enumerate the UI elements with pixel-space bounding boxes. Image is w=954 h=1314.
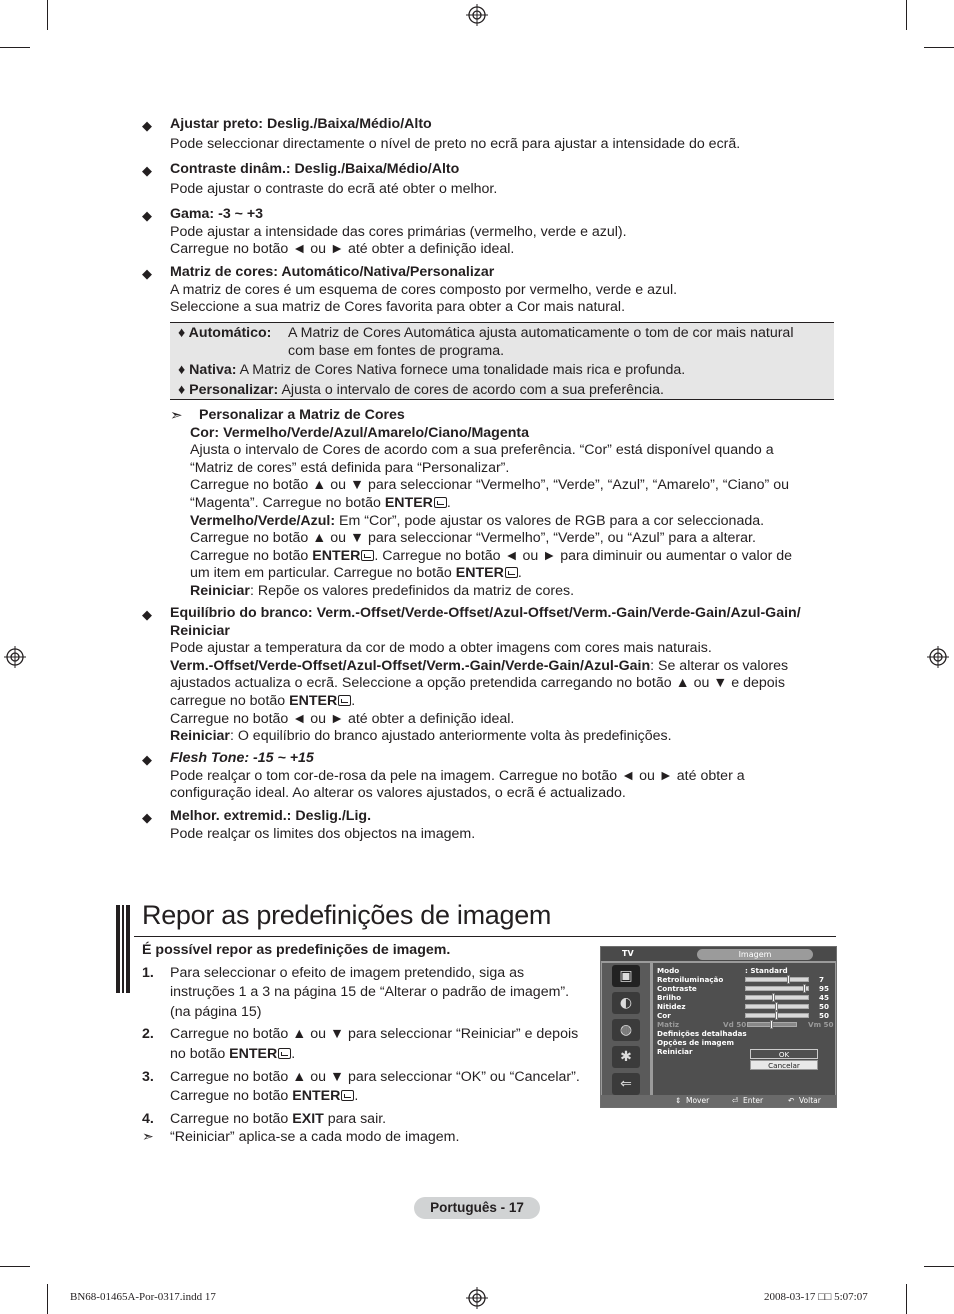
section-key: Verm.-Offset/Verde-Offset/Azul-Offset/Verm.-Gain/Verde-Gain/Azul-Gain: [170, 657, 651, 674]
section-text: .: [351, 692, 356, 709]
tint-thumb: [770, 1020, 773, 1029]
tv-menu-footer: [601, 1095, 836, 1107]
crop-mark: [0, 47, 30, 48]
brightness-thumb: [772, 993, 775, 1002]
tv-menu-sidebar: [602, 963, 650, 1099]
backlight-thumb: [787, 975, 790, 984]
contrast-bar: [745, 986, 809, 991]
color-thumb: [775, 1011, 778, 1020]
section-text: A matriz de cores é um esquema de cores composto por vermelho, verde e azul.: [170, 281, 678, 298]
enter-key: ENTER: [455, 565, 504, 582]
note-text: Ajusta o intervalo de Cores de acordo com a sua preferência. “Cor” está disponível quando a: [190, 442, 774, 459]
step-text: “Reiniciar” aplica-se a cada modo de imagem.: [170, 1129, 460, 1146]
registration-mark-icon: [4, 646, 26, 668]
option-custom: [178, 382, 834, 400]
section-heading: Equilíbrio do branco: Verm.-Offset/Verde-Offset/Azul-Offset/Verm.-Gain/Verde-Gain/Azul-Gain/: [170, 605, 801, 621]
tv-menu-main: [653, 963, 835, 1095]
option-automatic: [178, 325, 834, 360]
section-gamma: [142, 206, 842, 259]
note-text: Carregue no botão: [190, 547, 313, 564]
note-text: “Magenta”. Carregue no botão: [190, 494, 385, 511]
enter-icon: [278, 1048, 291, 1059]
backlight-value: 7: [819, 975, 825, 984]
section-heading: Gama: -3 ~ +3: [170, 206, 264, 222]
tv-menu-header: [601, 947, 836, 961]
note-subtitle: Cor: Vermelho/Verde/Azul/Amarelo/Ciano/Magenta: [190, 424, 530, 441]
option-text: com base em fontes de programa.: [288, 342, 505, 359]
note-key: Reiniciar: [190, 582, 250, 599]
step-text: Carregue no botão: [170, 1110, 293, 1127]
enter-icon: [341, 1090, 354, 1101]
section-heading: Contraste dinâm.: Deslig./Baixa/Médio/Alto: [170, 161, 460, 177]
title-decoration-bar: [116, 905, 130, 993]
tint-left-value: Vd 50: [723, 1020, 747, 1029]
section-text: Carregue no botão ◄ ou ► até obter a definição ideal.: [170, 241, 515, 258]
date-slug: 2008-03-17 □□ 5:07:07: [764, 1291, 868, 1303]
enter-key: ENTER: [289, 692, 338, 709]
section-white-balance: [142, 605, 842, 746]
step-text: Para seleccionar o efeito de imagem pretendido, siga as instruções 1 a 3 na página 15 de “Alterar o padrão de imagem”. (na página 15): [170, 964, 570, 1020]
reset-intro: É possível repor as predefinições de imagem.: [142, 942, 451, 958]
enter-icon: ⏎: [732, 1096, 739, 1105]
section-heading: Matriz de cores: Automático/Nativa/Personalizar: [170, 264, 495, 280]
diamond-bullet-icon: ◆: [142, 266, 152, 281]
section-text-line: [170, 693, 842, 711]
section-heading: Melhor. extremid.: Deslig./Lig.: [170, 808, 372, 824]
section-text: ajustados actualiza o ecrã. Seleccione a opção pretendida carregando no botão ▲ ou ▼ e depois: [170, 675, 785, 692]
step-number: 4.: [142, 1110, 154, 1127]
mode-value: : Standard: [745, 966, 788, 975]
tv-label: TV: [622, 949, 634, 958]
crop-mark: [924, 1266, 954, 1267]
section-heading: Reiniciar: [170, 622, 230, 639]
section-text: configuração ideal. Ao alterar os valores ajustados, o ecrã é actualizado.: [170, 785, 626, 802]
option-key: ♦ Automático:: [178, 325, 272, 341]
section-heading: Ajustar preto: Deslig./Baixa/Médio/Alto: [170, 116, 432, 132]
menu-item-sharpness: Nitidez: [657, 1002, 686, 1011]
channel-icon: ◍: [612, 1019, 640, 1041]
color-bar: [745, 1013, 809, 1018]
note-text-line: [190, 548, 840, 566]
menu-tab-title: Imagem: [697, 949, 813, 960]
menu-item-brightness: Brilho: [657, 993, 682, 1002]
menu-item-contrast: Contraste: [657, 984, 697, 993]
registration-mark-icon: [927, 646, 949, 668]
section-dynamic-contrast: [142, 161, 842, 198]
note-text: Carregue no botão ▲ ou ▼ para seleccionar “Vermelho”, “Verde”, ou “Azul” para a alterar.: [190, 530, 756, 547]
setup-icon: ✱: [612, 1046, 640, 1068]
note-custom-matrix: [170, 407, 840, 601]
note-text: .: [517, 565, 522, 582]
enter-key: ENTER: [292, 1088, 341, 1105]
section-text: : O equilíbrio do branco ajustado anteriormente volta às predefinições.: [229, 728, 672, 745]
reset-steps: [142, 941, 592, 1151]
sharpness-value: 50: [819, 1002, 830, 1011]
section-flesh-tone: [142, 750, 842, 803]
section-text: Seleccione a sua matriz de Cores favorita para obter a Cor mais natural.: [170, 299, 626, 316]
section-edge-enhancement: [142, 808, 842, 843]
enter-key: ENTER: [384, 494, 433, 511]
note-text-line: [190, 583, 840, 601]
tint-bar: [747, 1022, 797, 1027]
nav-move-label: Mover: [686, 1096, 710, 1105]
note-text: Carregue no botão ▲ ou ▼ para seleccionar “Vermelho”, “Verde”, “Azul”, “Amarelo”, “Ciano” ou: [190, 477, 789, 494]
section-text: Pode realçar os limites dos objectos na imagem.: [170, 825, 476, 842]
diamond-bullet-icon: ◆: [142, 208, 152, 223]
note-text: : Repõe os valores predefinidos da matriz de cores.: [249, 582, 575, 599]
sharpness-bar: [745, 1004, 809, 1009]
menu-item-color: Cor: [657, 1011, 671, 1020]
note-title: Personalizar a Matriz de Cores: [199, 407, 405, 423]
section-text: Pode ajustar a temperatura da cor de modo a obter imagens com cores mais naturais.: [170, 640, 712, 657]
section-text: Carregue no botão ◄ ou ► até obter a definição ideal.: [170, 710, 515, 727]
section-text: Pode ajustar o contraste do ecrã até obter o melhor.: [170, 180, 498, 197]
step-text: .: [291, 1045, 296, 1062]
step-text: para sair.: [323, 1110, 387, 1127]
step-number: 1.: [142, 964, 154, 981]
diamond-bullet-icon: ◆: [142, 752, 152, 767]
ok-option[interactable]: OK: [750, 1049, 818, 1059]
color-value: 50: [819, 1011, 830, 1020]
note-arrow-icon: ➣: [170, 407, 183, 424]
note-text: Em “Cor”, pode ajustar os valores de RGB para a cor seleccionada.: [335, 512, 765, 529]
menu-item-detailed-settings: Definições detalhadas: [657, 1029, 747, 1038]
title-rule: [134, 936, 836, 937]
step-text: Carregue no botão ▲ ou ▼ para seleccionar “OK” ou “Cancelar”. Carregue no botão: [170, 1068, 580, 1105]
menu-item-reset: Reiniciar: [657, 1047, 693, 1056]
enter-icon: [434, 497, 447, 508]
diamond-bullet-icon: ◆: [142, 607, 152, 622]
section-text: Pode realçar o tom cor-de-rosa da pele na imagem. Carregue no botão ◄ ou ► até obter a: [170, 767, 745, 784]
registration-mark-icon: [466, 4, 488, 26]
section-text-line: [170, 728, 842, 746]
enter-key: ENTER: [312, 547, 361, 564]
nav-enter-label: Enter: [743, 1096, 764, 1105]
move-icon: ⇕: [675, 1096, 682, 1105]
crop-mark: [906, 0, 907, 30]
section-text: Pode seleccionar directamente o nível de preto no ecrã para ajustar a intensidade do ecrã.: [170, 135, 741, 152]
enter-icon: [361, 550, 374, 561]
step-number: 3.: [142, 1068, 154, 1085]
note-text-line: [190, 565, 840, 583]
note-text: .: [446, 494, 451, 511]
crop-mark: [0, 1266, 30, 1267]
option-key: ♦ Personalizar:: [178, 381, 279, 398]
backlight-bar: [745, 977, 809, 982]
diamond-bullet-icon: ◆: [142, 163, 152, 178]
crop-mark: [47, 0, 48, 30]
section-text: : Se alterar os valores: [650, 657, 789, 674]
file-slug: BN68-01465A-Por-0317.indd 17: [70, 1291, 216, 1303]
page-number-badge: Português - 17: [414, 1197, 540, 1219]
enter-key: ENTER: [229, 1045, 278, 1062]
crop-mark: [924, 47, 954, 48]
step-number: 2.: [142, 1026, 154, 1043]
option-text: Ajusta o intervalo de cores de acordo com a sua preferência.: [281, 381, 664, 398]
back-icon: ↶: [788, 1096, 795, 1105]
brightness-bar: [745, 995, 809, 1000]
crop-mark: [906, 1284, 907, 1314]
section-text: Pode ajustar a intensidade das cores primárias (vermelho, verde e azul).: [170, 223, 627, 240]
exit-key: EXIT: [292, 1110, 324, 1127]
step-text: .: [354, 1088, 359, 1105]
picture-icon: ▣: [612, 965, 640, 987]
option-native: [178, 362, 834, 380]
note-text: “Matriz de cores” está definida para “Personalizar”.: [190, 459, 510, 476]
menu-item-picture-options: Opções de imagem: [657, 1038, 734, 1047]
tint-right-value: Vm 50: [808, 1020, 834, 1029]
input-icon: ⇐: [612, 1073, 640, 1095]
note-text-line: [190, 513, 840, 531]
section-text-line: [170, 658, 842, 676]
step-item: [142, 1025, 592, 1064]
contrast-thumb: [803, 984, 806, 993]
enter-icon: [338, 695, 351, 706]
crop-mark: [47, 1284, 48, 1314]
menu-item-mode: Modo: [657, 966, 680, 975]
diamond-bullet-icon: ◆: [142, 810, 152, 825]
option-text: A Matriz de Cores Automática ajusta automaticamente o tom de cor mais natural: [288, 325, 794, 341]
note-text-line: [190, 495, 840, 513]
contrast-value: 95: [819, 984, 830, 993]
option-key: ♦ Nativa:: [178, 362, 237, 378]
note-text: um item em particular. Carregue no botão: [190, 565, 456, 582]
section-text: carregue no botão: [170, 692, 290, 709]
step-note: [142, 1128, 592, 1148]
sound-icon: ◐: [612, 992, 640, 1014]
section-black-level: [142, 116, 842, 153]
note-text: . Carregue no botão ◄ ou ► para diminuir ou aumentar o valor de: [374, 547, 793, 564]
section-color-matrix: [142, 264, 842, 317]
note-key: Vermelho/Verde/Azul:: [190, 512, 336, 529]
step-item: [142, 1068, 592, 1107]
tv-menu-screenshot: [600, 946, 837, 1108]
cancel-option[interactable]: Cancelar: [750, 1060, 818, 1070]
note-arrow-icon: ➣: [142, 1129, 154, 1146]
registration-mark-icon: [466, 1287, 488, 1309]
page-title: Repor as predefinições de imagem: [142, 900, 552, 930]
step-item: [142, 964, 592, 1023]
enter-icon: [505, 567, 518, 578]
section-key: Reiniciar: [170, 728, 230, 745]
menu-item-tint: Matiz: [657, 1020, 680, 1029]
nav-back-label: Voltar: [799, 1096, 821, 1105]
option-text: A Matriz de Cores Nativa fornece uma tonalidade mais rica e profunda.: [239, 362, 686, 378]
menu-item-backlight: Retroiluminação: [657, 975, 724, 984]
brightness-value: 45: [819, 993, 830, 1002]
step-text: Carregue no botão ▲ ou ▼ para seleccionar “Reiniciar” e depois no botão: [170, 1026, 579, 1062]
diamond-bullet-icon: ◆: [142, 118, 152, 133]
step-item: [142, 1110, 592, 1130]
sharpness-thumb: [775, 1002, 778, 1011]
section-heading: Flesh Tone: -15 ~ +15: [170, 750, 314, 766]
color-matrix-options-box: [170, 322, 834, 400]
